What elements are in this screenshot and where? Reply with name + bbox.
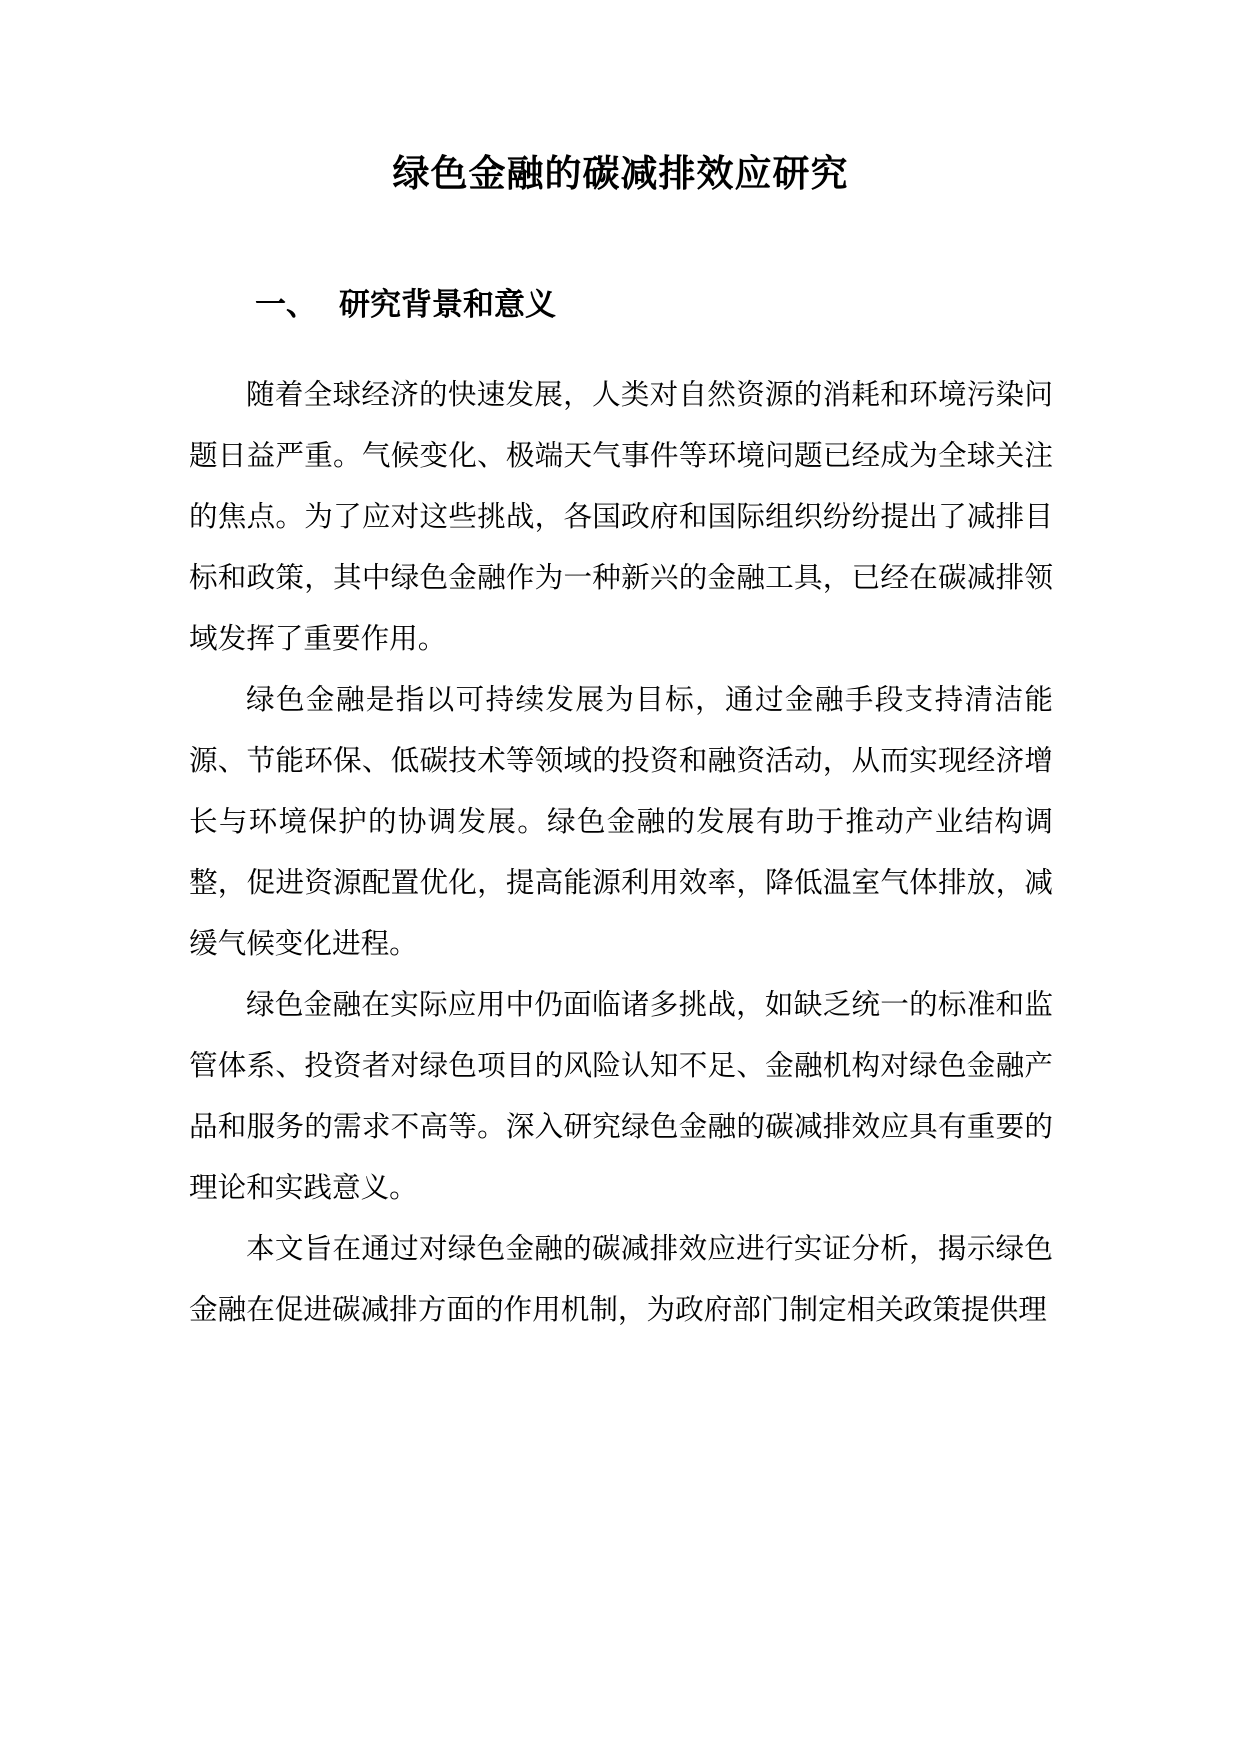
paragraph-3: 绿色金融在实际应用中仍面临诸多挑战，如缺乏统一的标准和监管体系、投资者对绿色项目的风险认知不足、金融机构对绿色金融产品和服务的需求不高等。深入研究绿色金融的碳减排效应具有重要的理论和实践意义。 bbox=[189, 987, 1053, 1204]
section-number: 一、 bbox=[255, 287, 317, 323]
document-title: 绿色金融的碳减排效应研究 bbox=[392, 152, 849, 195]
section-heading bbox=[255, 283, 556, 327]
paragraph-2: 绿色金融是指以可持续发展为目标，通过金融手段支持清洁能源、节能环保、低碳技术等领域的投资和融资活动，从而实现经济增长与环境保护的协调发展。绿色金融的发展有助于推动产业结构调整，促进资源配置优化，提高能源利用效率，降低温室气体排放，减缓气候变化进程。 bbox=[189, 682, 1053, 960]
section-heading-text: 研究背景和意义 bbox=[339, 287, 556, 323]
paragraph-4: 本文旨在通过对绿色金融的碳减排效应进行实证分析，揭示绿色金融在促进碳减排方面的作用机制，为政府部门制定相关政策提供理 bbox=[189, 1231, 1053, 1326]
paragraph-1: 随着全球经济的快速发展，人类对自然资源的消耗和环境污染问题日益严重。气候变化、极端天气事件等环境问题已经成为全球关注的焦点。为了应对这些挑战，各国政府和国际组织纷纷提出了减排目标和政策，其中绿色金融作为一种新兴的金融工具，已经在碳减排领域发挥了重要作用。 bbox=[189, 377, 1053, 655]
body-text bbox=[189, 364, 1053, 1340]
